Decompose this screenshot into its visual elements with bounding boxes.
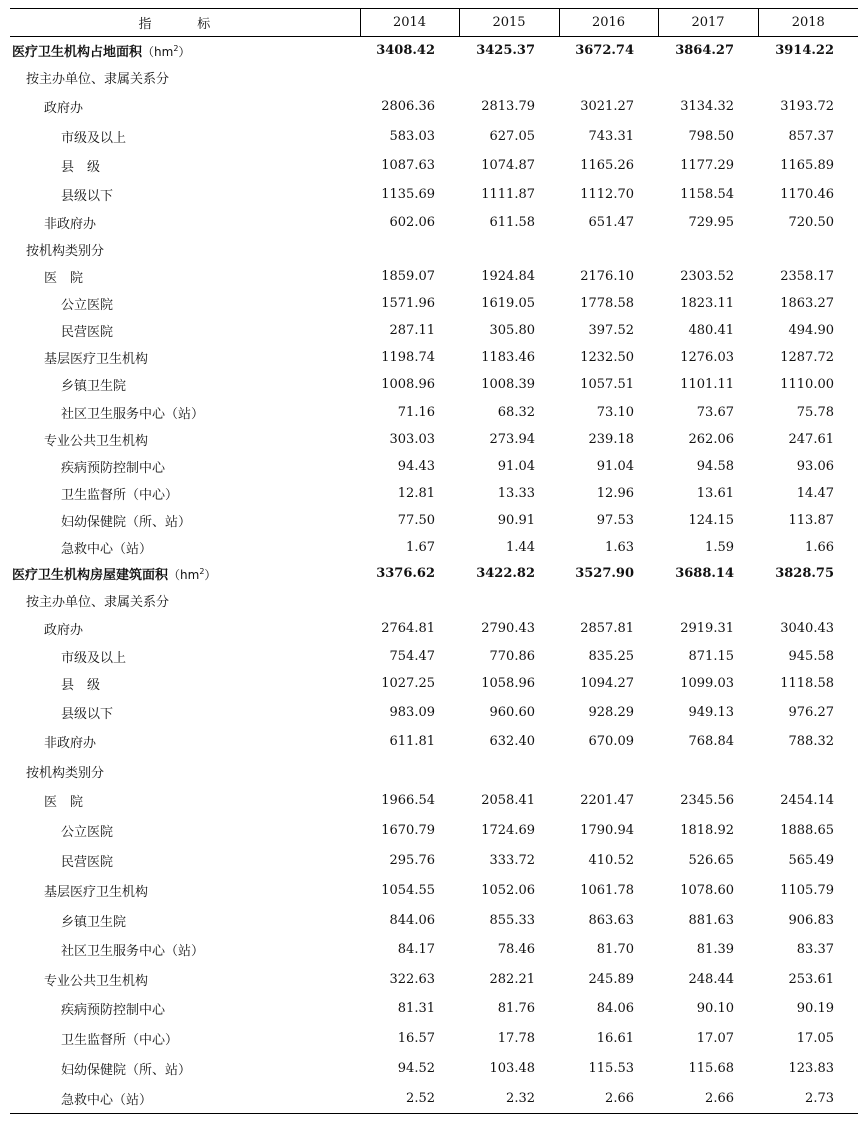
value-cell: 632.40 (489, 734, 535, 749)
value-cell: 68.32 (497, 404, 535, 420)
value-cell: 494.90 (788, 322, 834, 338)
value-cell: 81.76 (497, 1001, 535, 1016)
section-total-row (10, 561, 858, 587)
subcategory-row (10, 1084, 858, 1114)
value-cell: 949.13 (688, 704, 734, 720)
value-cell: 2345.56 (680, 793, 734, 808)
value-cell: 305.80 (489, 322, 535, 338)
value-cell: 90.10 (696, 1001, 734, 1016)
value-cell (559, 64, 658, 92)
value-cell (658, 236, 758, 263)
value-cell: 3527.90 (575, 566, 634, 581)
subcategory-row (10, 1054, 858, 1084)
value-cell: 1112.70 (580, 186, 634, 202)
value-cell (360, 64, 459, 92)
value-cell (758, 236, 858, 263)
value-cell: 3425.37 (476, 42, 535, 58)
value-cell: 12.81 (397, 485, 435, 501)
row-label: 基层医疗卫生机构 (44, 885, 149, 900)
section-title: 医疗卫生机构占地面积 (12, 44, 143, 60)
subcategory-row (10, 290, 858, 317)
unit-superscript: 2 (199, 567, 205, 576)
value-cell: 3193.72 (780, 99, 834, 114)
value-cell: 303.03 (389, 431, 435, 447)
value-cell: 798.50 (688, 128, 734, 144)
value-cell: 3688.14 (675, 566, 734, 581)
row-label: 乡镇卫生院 (61, 914, 127, 930)
value-cell: 13.33 (497, 485, 535, 501)
paren-open: （ (168, 568, 181, 582)
row-label: 急救中心（站） (10, 1084, 360, 1114)
year-header: 2014 (360, 9, 459, 37)
value-cell: 1859.07 (381, 268, 435, 284)
value-cell: 2.32 (459, 1084, 559, 1114)
value-cell: 3134.32 (680, 99, 734, 114)
subcategory-row (10, 371, 858, 399)
value-cell: 3672.74 (575, 42, 634, 58)
value-cell: 1670.79 (381, 823, 435, 838)
value-cell: 91.04 (596, 458, 634, 474)
value-cell: 1101.11 (680, 377, 734, 392)
section-total-row (10, 37, 858, 64)
value-cell: 1027.25 (381, 676, 435, 691)
row-label: 基层医疗卫生机构 (44, 351, 149, 367)
group-heading-row (10, 757, 858, 786)
value-cell: 248.44 (688, 971, 734, 987)
subcategory-row (10, 534, 858, 561)
value-cell (559, 757, 658, 786)
value-cell (758, 757, 858, 786)
value-cell: 983.09 (389, 704, 435, 720)
value-cell: 3376.62 (376, 566, 435, 581)
value-cell: 526.65 (688, 853, 734, 868)
row-label: 政府办 (44, 101, 84, 116)
row-label: 专业公共卫生机构 (44, 433, 149, 449)
row-label: 乡镇卫生院 (61, 379, 127, 394)
value-cell: 12.96 (596, 485, 634, 501)
value-cell: 1966.54 (381, 793, 435, 808)
value-cell: 16.61 (596, 1031, 634, 1046)
value-cell: 1232.50 (580, 349, 634, 365)
value-cell: 17.07 (696, 1031, 734, 1046)
row-label: 疾病预防控制中心 (61, 460, 166, 476)
value-cell: 480.41 (688, 322, 734, 338)
unit-superscript: 2 (173, 43, 179, 53)
value-cell: 273.94 (489, 431, 535, 447)
value-cell (658, 757, 758, 786)
row-label: 民营医院 (61, 324, 114, 340)
row-label: 县 级 (61, 159, 101, 175)
value-cell: 1924.84 (481, 268, 535, 284)
row-label: 社区卫生服务中心（站） (61, 406, 205, 422)
subcategory-row (10, 151, 858, 180)
value-cell: 1.63 (605, 539, 634, 555)
value-cell (758, 587, 858, 614)
value-cell: 960.60 (489, 704, 535, 720)
value-cell: 239.18 (588, 431, 634, 447)
value-cell: 410.52 (588, 853, 634, 868)
value-cell: 73.10 (596, 404, 634, 420)
value-cell: 1074.87 (481, 157, 535, 173)
value-cell: 857.37 (788, 128, 834, 144)
unit-text: hm (180, 568, 200, 582)
category-row (10, 727, 858, 757)
value-cell: 84.17 (397, 942, 435, 957)
value-cell: 247.61 (788, 431, 834, 447)
subcategory-row (10, 816, 858, 846)
value-cell: 3040.43 (780, 620, 834, 636)
value-cell: 2806.36 (381, 99, 435, 114)
value-cell: 2.66 (559, 1084, 658, 1114)
row-label: 县级以下 (61, 188, 114, 204)
value-cell: 1790.94 (580, 823, 634, 838)
value-cell: 1118.58 (780, 676, 834, 691)
value-cell: 333.72 (489, 853, 535, 868)
value-cell: 17.05 (796, 1031, 834, 1046)
value-cell: 1276.03 (680, 349, 734, 365)
value-cell: 906.83 (788, 912, 834, 928)
value-cell: 16.57 (397, 1031, 435, 1046)
value-cell: 627.05 (489, 128, 535, 144)
value-cell: 768.84 (688, 734, 734, 749)
value-cell: 1008.96 (381, 377, 435, 392)
subcategory-row (10, 846, 858, 876)
value-cell: 583.03 (389, 128, 435, 144)
value-cell: 245.89 (588, 971, 634, 987)
value-cell (360, 236, 459, 263)
group-heading-row (10, 587, 858, 614)
subcategory-row (10, 507, 858, 534)
value-cell: 1110.00 (780, 377, 834, 392)
row-label: 按机构类别分 (26, 765, 105, 781)
value-cell: 1165.26 (580, 157, 634, 173)
value-cell: 115.68 (688, 1061, 734, 1076)
row-label: 妇幼保健院（所、站） (61, 514, 192, 530)
value-cell: 871.15 (688, 648, 734, 664)
value-cell: 3864.27 (675, 42, 734, 58)
value-cell: 97.53 (596, 512, 634, 528)
value-cell: 94.43 (397, 458, 435, 474)
row-label: 卫生监督所（中心） (61, 1033, 179, 1048)
value-cell (459, 236, 559, 263)
value-cell: 3828.75 (775, 566, 834, 581)
unit-label (168, 568, 216, 582)
value-cell: 1818.92 (680, 823, 734, 838)
value-cell: 881.63 (688, 912, 734, 928)
row-label: 公立医院 (61, 825, 114, 840)
value-cell: 1087.63 (381, 157, 435, 173)
category-row (10, 786, 858, 816)
value-cell: 1183.46 (481, 349, 535, 365)
value-cell: 928.29 (588, 704, 634, 720)
value-cell: 2.73 (758, 1084, 858, 1114)
row-label: 按主办单位、隶属关系分 (26, 594, 170, 610)
value-cell: 1888.65 (780, 823, 834, 838)
value-cell: 1571.96 (381, 295, 435, 311)
subcategory-row (10, 935, 858, 965)
value-cell: 670.09 (588, 734, 634, 749)
value-cell: 1099.03 (680, 676, 734, 691)
value-cell: 835.25 (588, 648, 634, 664)
table-body (10, 37, 858, 1114)
value-cell: 2790.43 (481, 620, 535, 636)
value-cell: 729.95 (688, 214, 734, 230)
value-cell: 1619.05 (481, 295, 535, 311)
year-header: 2017 (658, 9, 758, 37)
value-cell: 2.52 (360, 1084, 459, 1114)
value-cell: 2176.10 (580, 268, 634, 284)
paren-close: ） (204, 568, 217, 582)
row-label: 市级及以上 (61, 650, 127, 666)
row-label: 卫生监督所（中心） (61, 487, 179, 503)
category-row (10, 876, 858, 906)
value-cell: 81.39 (696, 942, 734, 957)
statistics-table (10, 8, 858, 1114)
subcategory-row (10, 399, 858, 426)
year-header: 2018 (758, 9, 858, 37)
value-cell: 2857.81 (580, 620, 634, 636)
value-cell: 81.31 (397, 1001, 435, 1016)
value-cell: 1.67 (406, 539, 435, 555)
category-row (10, 92, 858, 122)
value-cell: 1061.78 (580, 883, 634, 898)
value-cell: 1105.79 (780, 883, 834, 898)
row-label: 妇幼保健院（所、站） (61, 1063, 192, 1078)
row-label: 按主办单位、隶属关系分 (26, 72, 170, 87)
value-cell: 2303.52 (680, 268, 734, 284)
value-cell: 90.91 (497, 512, 535, 528)
subcategory-row (10, 480, 858, 507)
value-cell: 945.58 (788, 648, 834, 664)
row-label: 专业公共卫生机构 (44, 973, 149, 989)
statistics-table-page (10, 8, 858, 1114)
value-cell (459, 64, 559, 92)
value-cell: 720.50 (788, 214, 834, 230)
value-cell: 3021.27 (580, 99, 634, 114)
value-cell: 84.06 (596, 1001, 634, 1016)
value-cell: 2358.17 (780, 268, 834, 284)
value-cell: 113.87 (788, 512, 834, 528)
row-label: 县级以下 (61, 706, 114, 722)
value-cell: 397.52 (588, 322, 634, 338)
subcategory-row (10, 453, 858, 480)
value-cell: 17.78 (497, 1031, 535, 1046)
value-cell: 75.78 (796, 404, 834, 420)
value-cell: 83.37 (796, 942, 834, 957)
value-cell: 863.63 (588, 912, 634, 928)
value-cell: 754.47 (389, 648, 435, 664)
value-cell: 1287.72 (780, 349, 834, 365)
value-cell: 611.58 (489, 214, 535, 230)
value-cell: 1823.11 (680, 295, 734, 311)
value-cell (459, 757, 559, 786)
value-cell: 94.58 (696, 458, 734, 474)
subcategory-row (10, 643, 858, 670)
category-row (10, 263, 858, 290)
value-cell: 770.86 (489, 648, 535, 664)
value-cell: 2919.31 (680, 620, 734, 636)
row-label: 急救中心（站） (61, 541, 153, 557)
value-cell: 3422.82 (476, 566, 535, 581)
value-cell: 2201.47 (580, 793, 634, 808)
value-cell: 124.15 (688, 512, 734, 528)
value-cell: 1158.54 (680, 186, 734, 202)
value-cell: 1135.69 (381, 186, 435, 202)
category-row (10, 344, 858, 371)
value-cell: 94.52 (397, 1061, 435, 1076)
subcategory-row (10, 317, 858, 344)
value-cell: 77.50 (397, 512, 435, 528)
value-cell: 2813.79 (481, 99, 535, 114)
row-label: 医 院 (44, 795, 84, 810)
value-cell: 3408.42 (376, 42, 435, 58)
table-header (10, 9, 858, 37)
value-cell: 1057.51 (580, 377, 634, 392)
subcategory-row (10, 122, 858, 151)
value-cell: 322.63 (389, 971, 435, 987)
value-cell: 844.06 (389, 912, 435, 928)
value-cell: 1.59 (705, 539, 734, 555)
subcategory-row (10, 698, 858, 727)
category-row (10, 965, 858, 994)
value-cell: 1052.06 (481, 883, 535, 898)
value-cell (758, 64, 858, 92)
year-header: 2016 (559, 9, 658, 37)
row-label: 按机构类别分 (26, 243, 105, 259)
value-cell: 14.47 (796, 485, 834, 501)
value-cell: 103.48 (489, 1061, 535, 1076)
category-row (10, 209, 858, 236)
value-cell: 253.61 (788, 971, 834, 987)
value-cell: 788.32 (788, 734, 834, 749)
value-cell: 1054.55 (381, 883, 435, 898)
value-cell: 262.06 (688, 431, 734, 447)
value-cell: 2454.14 (780, 793, 834, 808)
value-cell: 565.49 (788, 853, 834, 868)
section-title-cell (10, 37, 360, 64)
subcategory-row (10, 906, 858, 935)
value-cell: 2.66 (658, 1084, 758, 1114)
category-row (10, 614, 858, 643)
value-cell (559, 236, 658, 263)
value-cell: 78.46 (497, 942, 535, 957)
value-cell: 13.61 (696, 485, 734, 501)
value-cell: 1863.27 (780, 295, 834, 311)
value-cell: 90.19 (796, 1001, 834, 1016)
value-cell: 73.67 (696, 404, 734, 420)
row-label: 疾病预防控制中心 (61, 1003, 166, 1018)
value-cell: 91.04 (497, 458, 535, 474)
section-title: 医疗卫生机构房屋建筑面积 (12, 568, 169, 583)
value-cell: 282.21 (489, 971, 535, 987)
value-cell: 1.44 (506, 539, 535, 555)
value-cell: 743.31 (588, 128, 634, 144)
row-label: 社区卫生服务中心（站） (61, 944, 205, 959)
value-cell: 115.53 (588, 1061, 634, 1076)
row-label: 医 院 (44, 270, 84, 286)
subcategory-row (10, 180, 858, 209)
value-cell: 1724.69 (481, 823, 535, 838)
section-title-cell (10, 561, 360, 587)
value-cell: 81.70 (596, 942, 634, 957)
paren-close: ） (178, 44, 191, 59)
value-cell: 93.06 (796, 458, 834, 474)
row-label: 非政府办 (44, 736, 97, 751)
unit-label (142, 45, 190, 59)
row-label: 民营医院 (61, 855, 114, 870)
category-row (10, 426, 858, 453)
value-cell: 1058.96 (481, 676, 535, 691)
paren-open: （ (142, 44, 155, 59)
year-header: 2015 (459, 9, 559, 37)
group-heading-row (10, 64, 858, 92)
value-cell: 1008.39 (481, 377, 535, 392)
value-cell (658, 587, 758, 614)
value-cell (658, 64, 758, 92)
value-cell: 1778.58 (580, 295, 634, 311)
subcategory-row (10, 994, 858, 1024)
value-cell: 1111.87 (481, 186, 535, 202)
value-cell: 1170.46 (780, 186, 834, 202)
value-cell: 1094.27 (580, 676, 634, 691)
value-cell (360, 587, 459, 614)
value-cell: 71.16 (397, 404, 435, 420)
subcategory-row (10, 1024, 858, 1054)
value-cell (360, 757, 459, 786)
value-cell: 2764.81 (381, 620, 435, 636)
value-cell: 1078.60 (680, 883, 734, 898)
value-cell: 1.66 (805, 539, 834, 555)
indicator-header: 指 标 (10, 9, 360, 37)
unit-text: hm (154, 44, 174, 59)
value-cell: 1165.89 (780, 157, 834, 173)
value-cell (459, 587, 559, 614)
value-cell: 651.47 (588, 214, 634, 230)
row-label: 县 级 (61, 678, 101, 693)
value-cell: 976.27 (788, 704, 834, 720)
row-label: 市级及以上 (61, 130, 127, 146)
value-cell: 2058.41 (481, 793, 535, 808)
value-cell: 1198.74 (381, 349, 435, 365)
value-cell: 1177.29 (680, 157, 734, 173)
value-cell: 611.81 (389, 734, 435, 749)
value-cell (559, 587, 658, 614)
value-cell: 295.76 (389, 853, 435, 868)
group-heading-row (10, 236, 858, 263)
row-label: 公立医院 (61, 297, 114, 313)
value-cell: 123.83 (788, 1061, 834, 1076)
subcategory-row (10, 670, 858, 698)
row-label: 政府办 (44, 622, 84, 638)
header-row (10, 9, 858, 37)
value-cell: 287.11 (389, 322, 435, 338)
value-cell: 3914.22 (775, 42, 834, 58)
value-cell: 602.06 (389, 214, 435, 230)
value-cell: 855.33 (489, 912, 535, 928)
row-label: 非政府办 (44, 216, 97, 232)
